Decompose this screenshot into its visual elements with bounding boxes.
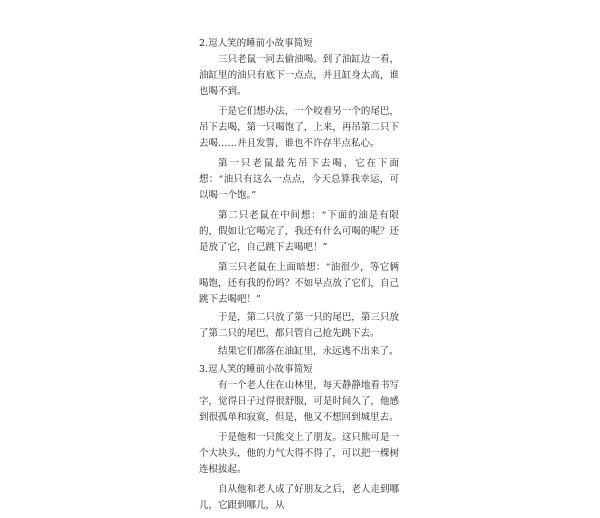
document-body — [199, 36, 399, 518]
story-paragraph: 第二只老鼠在中间想：“下面的油是有限的，假如让它喝完了，我还有什么可喝的呢？还是放了它，自己跳下去喝吧！” — [199, 210, 399, 253]
story-paragraph: 于是，第二只放了第一只的尾巴，第三只放了第二只的尾巴，都只管自己抢先跳下去。 — [199, 312, 399, 339]
story-paragraph: 三只老鼠一同去偷油喝。到了油缸边一看，油缸里的油只有底下一点点，并且缸身太高，谁也喝不到。 — [199, 54, 399, 97]
story-paragraph: 第一只老鼠最先吊下去喝，它在下面想：“油只有这么一点点，今天总算我幸运，可以喝一个饱。” — [199, 158, 399, 201]
section-heading: 3.逗人笑的睡前小故事简短 — [199, 364, 313, 375]
story-paragraph: 于是它们想办法，一个咬着另一个的尾巴，吊下去喝，第一只喝饱了，上来，再吊第二只下去喝……并且发誓，谁也不许存半点私心。 — [199, 106, 399, 149]
story-paragraph: 结果它们都落在油缸里，永远逃不出来了。 — [218, 346, 399, 357]
story-paragraph: 于是他和一只熊交上了朋友。这只熊可是一个大块头，他的力气大得不得了，可以把一棵树连根拔起。 — [199, 432, 399, 475]
story-paragraph: 自从他和老人成了好朋友之后，老人走到哪儿，它跟到哪儿，从 — [199, 484, 399, 511]
story-paragraph: 第三只老鼠在上面暗想：“油很少，等它俩喝饱，还有我的份吗？不如早点放了它们，自己跳下去喝吧！” — [199, 262, 399, 305]
story-paragraph: 有一个老人住在山林里，每天静静地看书写字，觉得日子过得很舒服，可是时间久了，他感到很孤单和寂寞，但是，他又不想回到城里去。 — [199, 380, 399, 423]
section-heading: 2.逗人笑的睡前小故事简短 — [199, 38, 313, 49]
